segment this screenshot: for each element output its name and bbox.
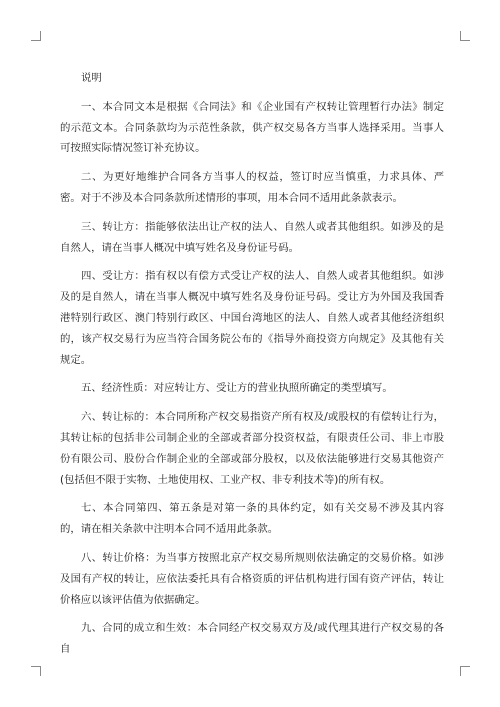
paragraph-9: 九、合同的成立和生效：本合同经产权交易双方及/或代理其进行产权交易的各自 xyxy=(60,622,444,656)
paragraph-4: 四、受让方：指有权以有偿方式受让产权的法人、自然人或者其他组织。如涉及的是自然人，请在当事人概况中填写姓名及身份证号码。受让方为外国及我国香港特别行政区、澳门特别行政区、中国台湾地区的法人、自然人或者其他经济组织的，该产权交易行为应当符合国务院公布的《指导外商投资方向规定》及其他有关规定。 xyxy=(60,270,444,366)
paragraph-6: 六、转让标的：本合同所称产权交易指资产所有权及/或股权的有偿转让行为，其转让标的包括非公司制企业的全部或者部分投资权益，有限责任公司、非上市股份有限公司、股份合作制企业的全部或部分股权，以及依法能够进行交易其他资产(包括但不限于实物、土地使用权、工业产权、非专利技术等)的所有权。 xyxy=(60,411,444,486)
document-heading: 说明 xyxy=(81,72,102,84)
crop-mark-bottom-right xyxy=(460,666,470,676)
paragraph-2: 二、为更好地维护合同各方当事人的权益，签订时应当慎重，力求具体、严密。对于不涉及本合同条款所述情形的事项，用本合同不适用此条款表示。 xyxy=(60,171,444,204)
paragraph-1: 一、本合同文本是根据《合同法》和《企业国有产权转让管理暂行办法》制定的示范文本。合同条款均为示范性条款，供产权交易各方当事人选择采用。当事人可按照实际情况签订补充协议。 xyxy=(60,100,444,155)
crop-mark-bottom-left xyxy=(31,666,41,676)
paragraph-5: 五、经济性质：对应转让方、受让方的营业执照所确定的类型填写。 xyxy=(81,382,393,395)
document-body xyxy=(60,68,444,668)
crop-mark-top-left xyxy=(31,31,41,41)
crop-mark-top-right xyxy=(460,31,470,41)
paragraph-8: 八、转让价格：为当事方按照北京产权交易所规则依法确定的交易价格。如涉及国有产权的转让，应依法委托具有合格资质的评估机构进行国有资产评估，转让价格应以该评估值为依据确定。 xyxy=(60,551,444,606)
paragraph-3: 三、转让方：指能够依法出让产权的法人、自然人或者其他组织。如涉及的是自然人，请在当事人概况中填写姓名及身份证号码。 xyxy=(60,220,444,254)
paragraph-7: 七、本合同第四、第五条是对第一条的具体约定，如有关交易不涉及其内容的，请在相关条款中注明本合同不适用此条款。 xyxy=(60,502,444,536)
